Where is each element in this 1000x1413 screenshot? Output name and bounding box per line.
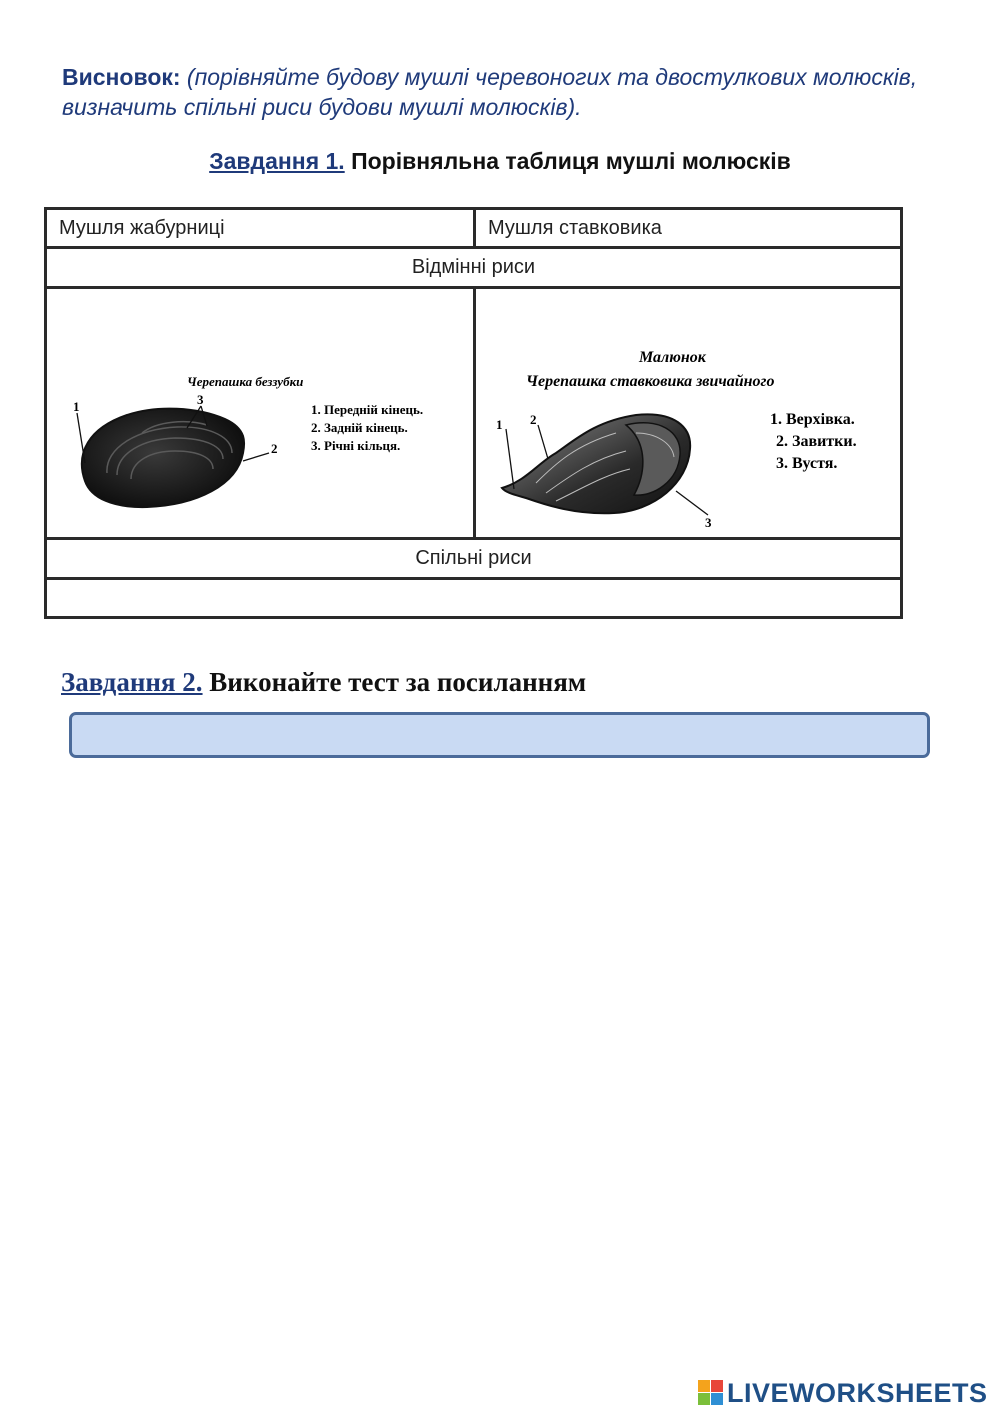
clam-legend-3: 3. Річні кільця.: [311, 437, 401, 453]
differences-header: Відмінні риси: [46, 248, 902, 287]
snail-callout-3: 3: [705, 514, 712, 530]
conclusion-text: (порівняйте будову мушлі черевоногих та двостулкових молюсків, визначить спільні риси будови мушлі молюсків).: [62, 64, 918, 120]
col-header-right: Мушля ставковика: [475, 209, 902, 248]
task1-heading: [0, 148, 1000, 175]
clam-callout-1: 1: [73, 398, 80, 414]
clam-shell-figure: [47, 293, 473, 533]
common-answer-cell[interactable]: [46, 578, 902, 617]
task2-title: Виконайте тест за посиланням: [202, 667, 587, 697]
figure-cell-right: [475, 287, 902, 539]
clam-caption: Черепашка беззубки: [187, 373, 304, 389]
logo-mark-icon: [698, 1380, 724, 1406]
logo-mark-tile: [698, 1393, 710, 1405]
clam-callout-2: 2: [271, 440, 278, 456]
snail-legend-1: 1. Верхівка.: [770, 410, 855, 428]
logo-mark-tile: [711, 1393, 723, 1405]
task1-title: Порівняльна таблиця мушлі молюсків: [344, 148, 791, 174]
task2-heading: [61, 667, 586, 698]
snail-heading: Малюнок: [639, 348, 706, 366]
snail-legend-3: 3. Вустя.: [776, 454, 838, 472]
snail-callout-2: 2: [530, 411, 537, 427]
snail-shell-figure: [476, 293, 900, 533]
col-header-left: Мушля жабурниці: [46, 209, 475, 248]
conclusion-label: Висновок:: [62, 64, 181, 90]
snail-callout-1: 1: [496, 416, 503, 432]
logo-mark-tile: [698, 1380, 710, 1392]
common-header: Спільні риси: [46, 539, 902, 578]
figure-cell-left: [46, 287, 475, 539]
conclusion-paragraph: [62, 62, 952, 122]
clam-legend-2: 2. Задній кінець.: [311, 419, 408, 435]
logo-text: LIVEWORKSHEETS: [727, 1377, 988, 1408]
clam-legend-1: 1. Передній кінець.: [311, 401, 424, 417]
comparison-table: [44, 207, 903, 619]
snail-legend-2: 2. Завитки.: [776, 432, 857, 450]
logo-mark-tile: [711, 1380, 723, 1392]
task2-label: Завдання 2.: [61, 667, 203, 697]
liveworksheets-logo: [698, 1376, 988, 1410]
snail-caption: Черепашка ставковика звичайного: [526, 372, 775, 390]
clam-callout-3: 3: [197, 391, 204, 407]
task1-label: Завдання 1.: [209, 148, 345, 174]
test-link-box[interactable]: [69, 712, 930, 758]
